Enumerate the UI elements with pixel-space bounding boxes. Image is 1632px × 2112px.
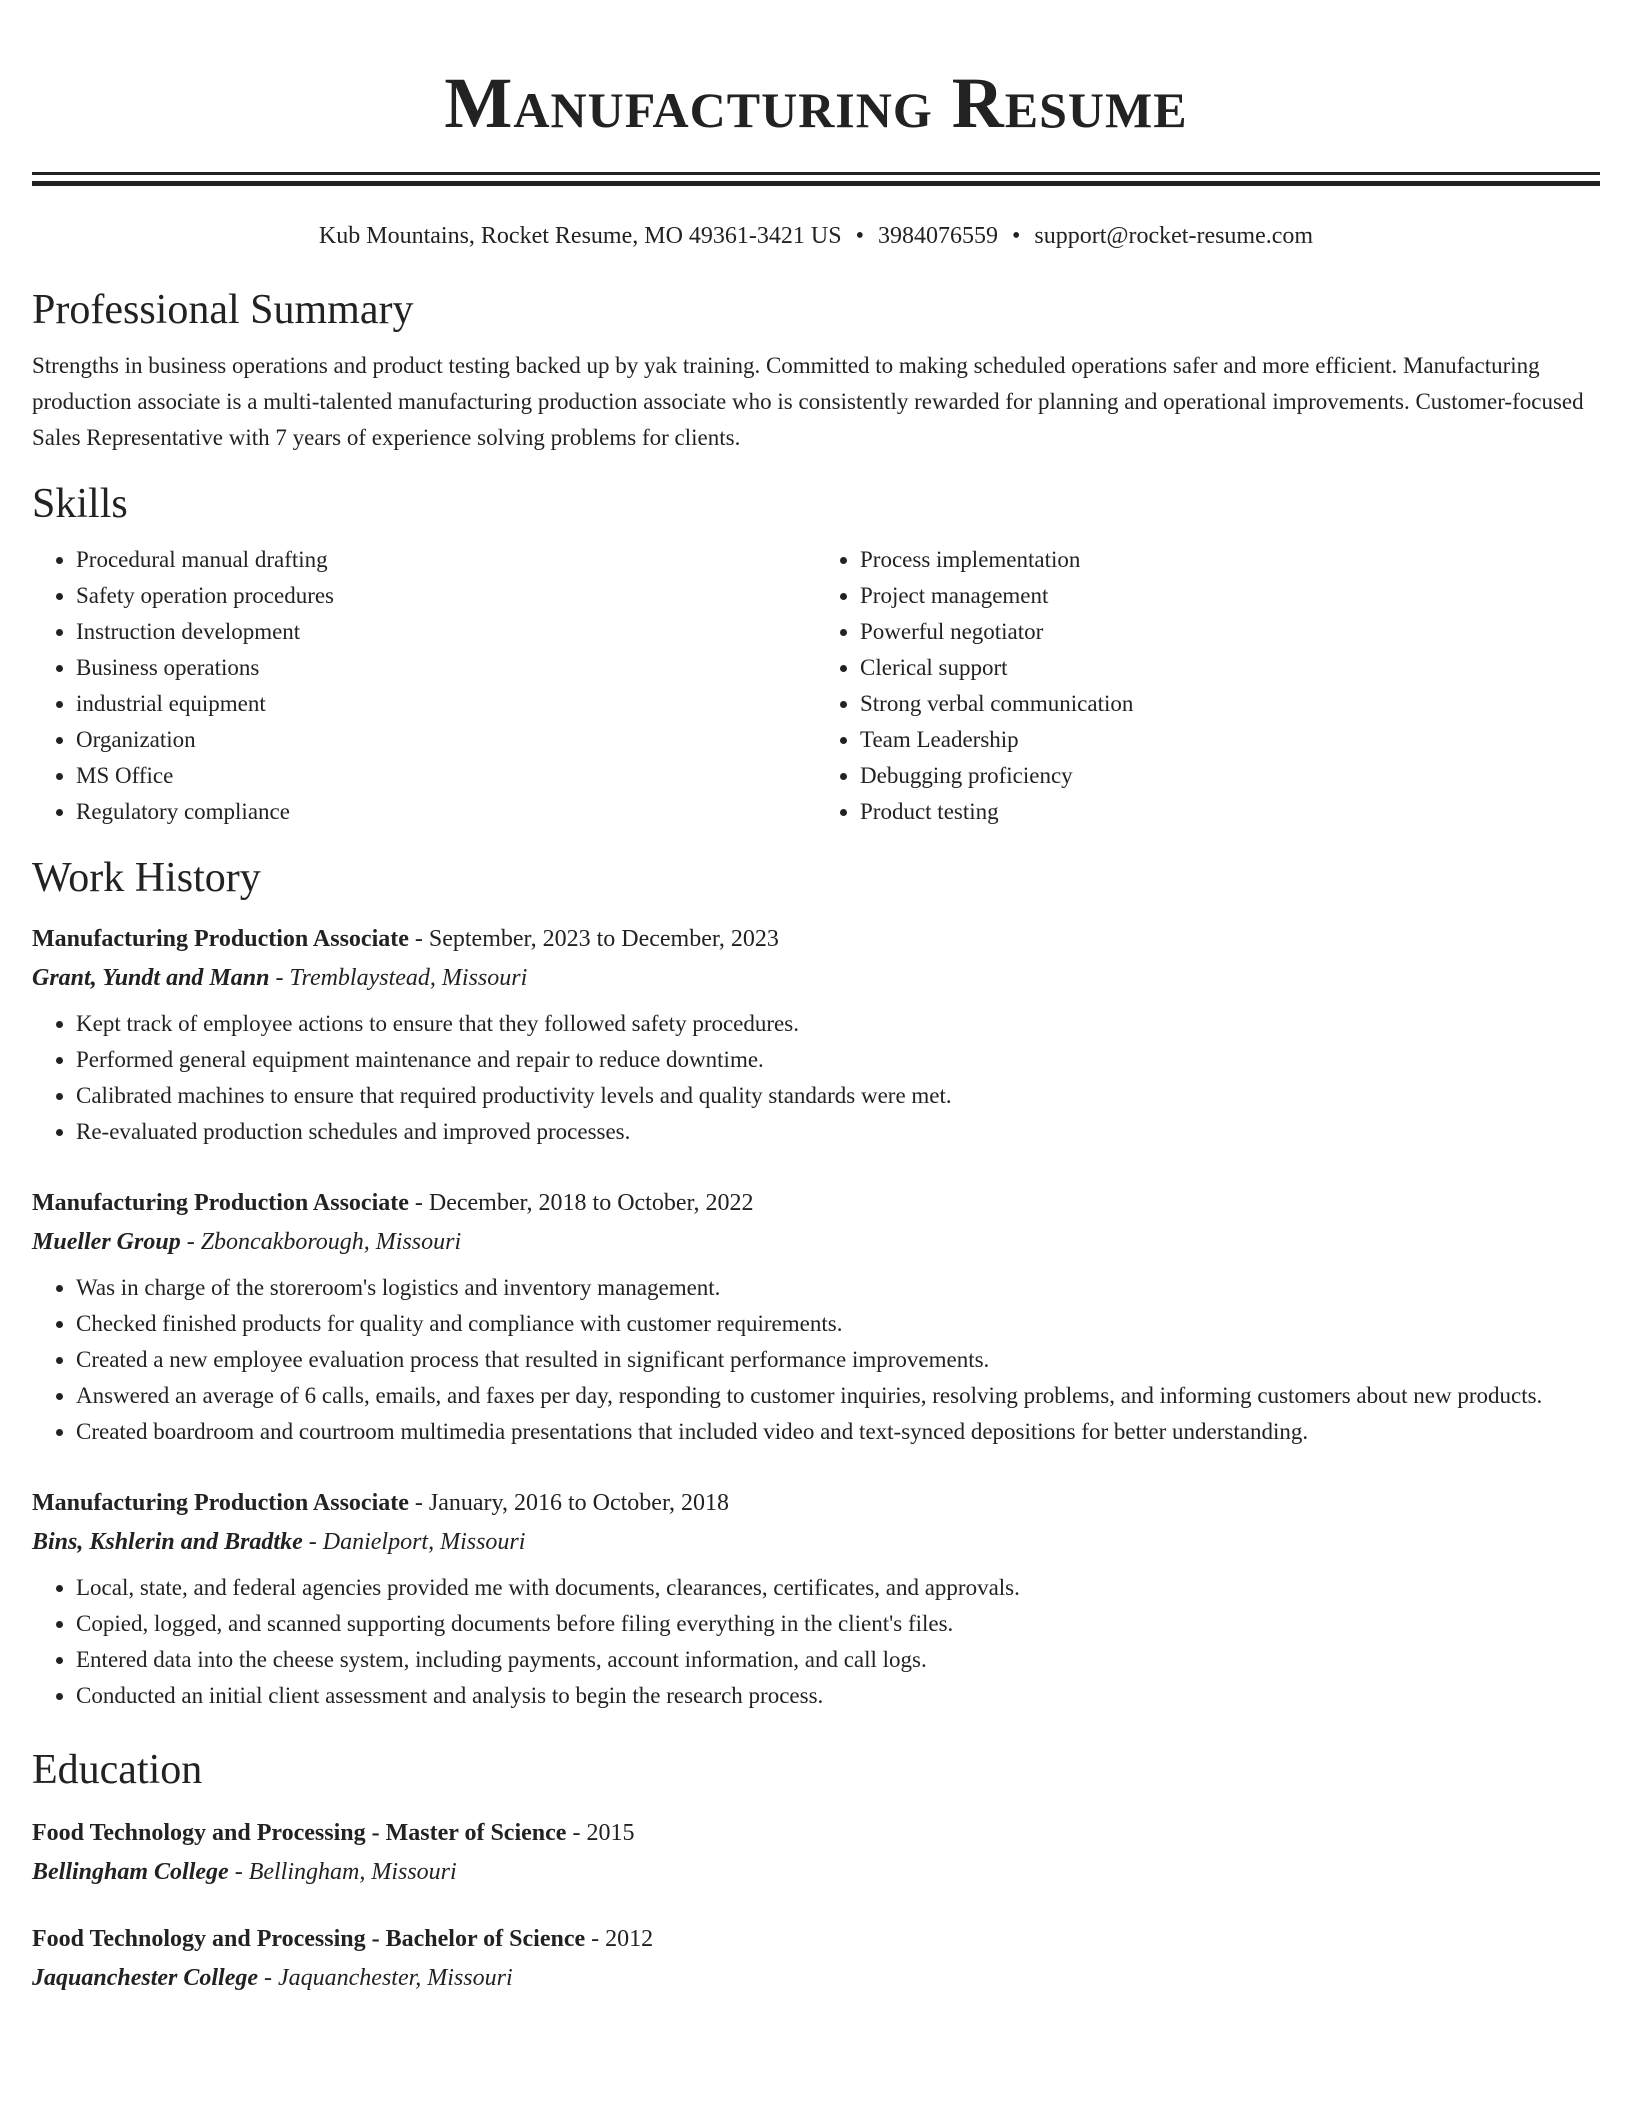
school-name: Jaquanchester College <box>32 1965 258 1991</box>
skill-item: • MS Office <box>76 758 816 794</box>
skill-item: • Debugging proficiency <box>860 758 1600 794</box>
company-name: Bins, Kshlerin and Bradtke <box>32 1529 303 1555</box>
skill-item: • Safety operation procedures <box>76 578 816 614</box>
skill-item: • Team Leadership <box>860 722 1600 758</box>
company-location: Tremblaystead, Missouri <box>289 965 528 991</box>
job-bullet: • Kept track of employee actions to ensure that they followed safety procedures. <box>76 1006 1600 1042</box>
skill-item: • Organization <box>76 722 816 758</box>
company-name: Mueller Group <box>32 1229 181 1255</box>
skill-item: • Process implementation <box>860 542 1600 578</box>
job-entry <box>32 1484 1600 1714</box>
skill-item: • Clerical support <box>860 650 1600 686</box>
school-location: Jaquanchester, Missouri <box>278 1965 513 1991</box>
company-line: Grant, Yundt and Mann - Tremblaystead, Missouri <box>32 965 528 991</box>
company-location: Danielport, Missouri <box>322 1529 526 1555</box>
company-line: Bins, Kshlerin and Bradtke - Danielport, Missouri <box>32 1529 526 1555</box>
company-name: Grant, Yundt and Mann <box>32 965 270 991</box>
degree-name: Food Technology and Processing - Master of Science <box>32 1820 567 1846</box>
job-bullet: • Answered an average of 6 calls, emails, and faxes per day, responding to customer inquiries, resolving problems, and informing customers about new products. <box>76 1378 1600 1414</box>
job-title-line: Manufacturing Production Associate - September, 2023 to December, 2023 <box>32 926 779 952</box>
job-bullets <box>32 1570 1600 1714</box>
company-line: Mueller Group - Zboncakborough, Missouri <box>32 1229 462 1255</box>
skill-item: • Instruction development <box>76 614 816 650</box>
job-dates: December, 2018 to October, 2022 <box>428 1190 754 1216</box>
skills-column-left <box>32 542 816 830</box>
degree-year: 2015 <box>586 1820 635 1846</box>
skill-item: • Procedural manual drafting <box>76 542 816 578</box>
education-heading: Education <box>32 1747 203 1793</box>
job-title-line: Manufacturing Production Associate - January, 2016 to October, 2018 <box>32 1490 729 1516</box>
job-bullet: • Created a new employee evaluation process that resulted in significant performance improvements. <box>76 1342 1600 1378</box>
contact-separator: • <box>855 223 864 249</box>
page-title: Manufacturing Resume <box>444 63 1188 143</box>
job-bullet: • Calibrated machines to ensure that required productivity levels and quality standards were met. <box>76 1078 1600 1114</box>
job-title: Manufacturing Production Associate <box>32 1490 409 1516</box>
job-bullets <box>32 1270 1600 1450</box>
job-bullet: • Performed general equipment maintenance and repair to reduce downtime. <box>76 1042 1600 1078</box>
job-bullet: • Created boardroom and courtroom multimedia presentations that included video and text-synced depositions for better understanding. <box>76 1414 1600 1450</box>
title-rule-top <box>32 172 1600 175</box>
school-location: Bellingham, Missouri <box>248 1859 457 1885</box>
job-bullet: • Local, state, and federal agencies provided me with documents, clearances, certificates, and approvals. <box>76 1570 1600 1606</box>
job-entry <box>32 1184 1600 1450</box>
skills-heading: Skills <box>32 481 128 527</box>
title-rule-bottom <box>32 181 1600 186</box>
contact-address: Kub Mountains, Rocket Resume, MO 49361-3421 US <box>318 223 842 249</box>
contact-phone: 3984076559 <box>877 223 998 249</box>
summary-heading: Professional Summary <box>32 287 414 333</box>
school-name: Bellingham College <box>32 1859 229 1885</box>
job-title: Manufacturing Production Associate <box>32 1190 409 1216</box>
skills-column-right <box>816 542 1600 830</box>
degree-line: Food Technology and Processing - Bachelor of Science - 2012 <box>32 1926 654 1952</box>
job-title-line: Manufacturing Production Associate - December, 2018 to October, 2022 <box>32 1190 754 1216</box>
job-entry <box>32 920 1600 1150</box>
skill-item: • Powerful negotiator <box>860 614 1600 650</box>
skill-item: • Business operations <box>76 650 816 686</box>
skill-item: • Product testing <box>860 794 1600 830</box>
job-bullet: • Conducted an initial client assessment and analysis to begin the research process. <box>76 1678 1600 1714</box>
school-line: Bellingham College - Bellingham, Missouri <box>32 1859 457 1885</box>
skill-item: • Regulatory compliance <box>76 794 816 830</box>
job-bullet: • Copied, logged, and scanned supporting documents before filing everything in the client's files. <box>76 1606 1600 1642</box>
job-bullet: • Entered data into the cheese system, including payments, account information, and call logs. <box>76 1642 1600 1678</box>
job-title: Manufacturing Production Associate <box>32 926 409 952</box>
education-entry <box>32 1814 1600 1892</box>
contact-email: support@rocket-resume.com <box>1034 223 1314 249</box>
job-dates: January, 2016 to October, 2018 <box>428 1490 729 1516</box>
skills-list <box>32 542 1600 830</box>
summary-text: Strengths in business operations and product testing backed up by yak training. Committed to making scheduled operations safer and more efficient. Manufacturing production associate is a multi-talented manufacturing production associate who is consistently rewarded for planning and operational improvements. Customer-focused Sales Representative with 7 years of experience solving problems for clients. <box>32 353 1584 450</box>
work-history-heading: Work History <box>32 855 261 901</box>
school-line: Jaquanchester College - Jaquanchester, Missouri <box>32 1965 513 1991</box>
skill-item: • Strong verbal communication <box>860 686 1600 722</box>
job-bullet: • Re-evaluated production schedules and improved processes. <box>76 1114 1600 1150</box>
skill-item: • industrial equipment <box>76 686 816 722</box>
contact-line <box>32 220 1600 252</box>
job-dates: September, 2023 to December, 2023 <box>428 926 779 952</box>
degree-name: Food Technology and Processing - Bachelor of Science <box>32 1926 586 1952</box>
degree-year: 2012 <box>605 1926 654 1952</box>
education-entry <box>32 1920 1600 1998</box>
skill-item: • Project management <box>860 578 1600 614</box>
degree-line: Food Technology and Processing - Master of Science - 2015 <box>32 1820 635 1846</box>
resume-page <box>32 0 1600 1998</box>
contact-separator: • <box>1011 223 1021 249</box>
job-bullet: • Checked finished products for quality and compliance with customer requirements. <box>76 1306 1600 1342</box>
company-location: Zboncakborough, Missouri <box>200 1229 462 1255</box>
job-bullets <box>32 1006 1600 1150</box>
job-bullet: • Was in charge of the storeroom's logistics and inventory management. <box>76 1270 1600 1306</box>
